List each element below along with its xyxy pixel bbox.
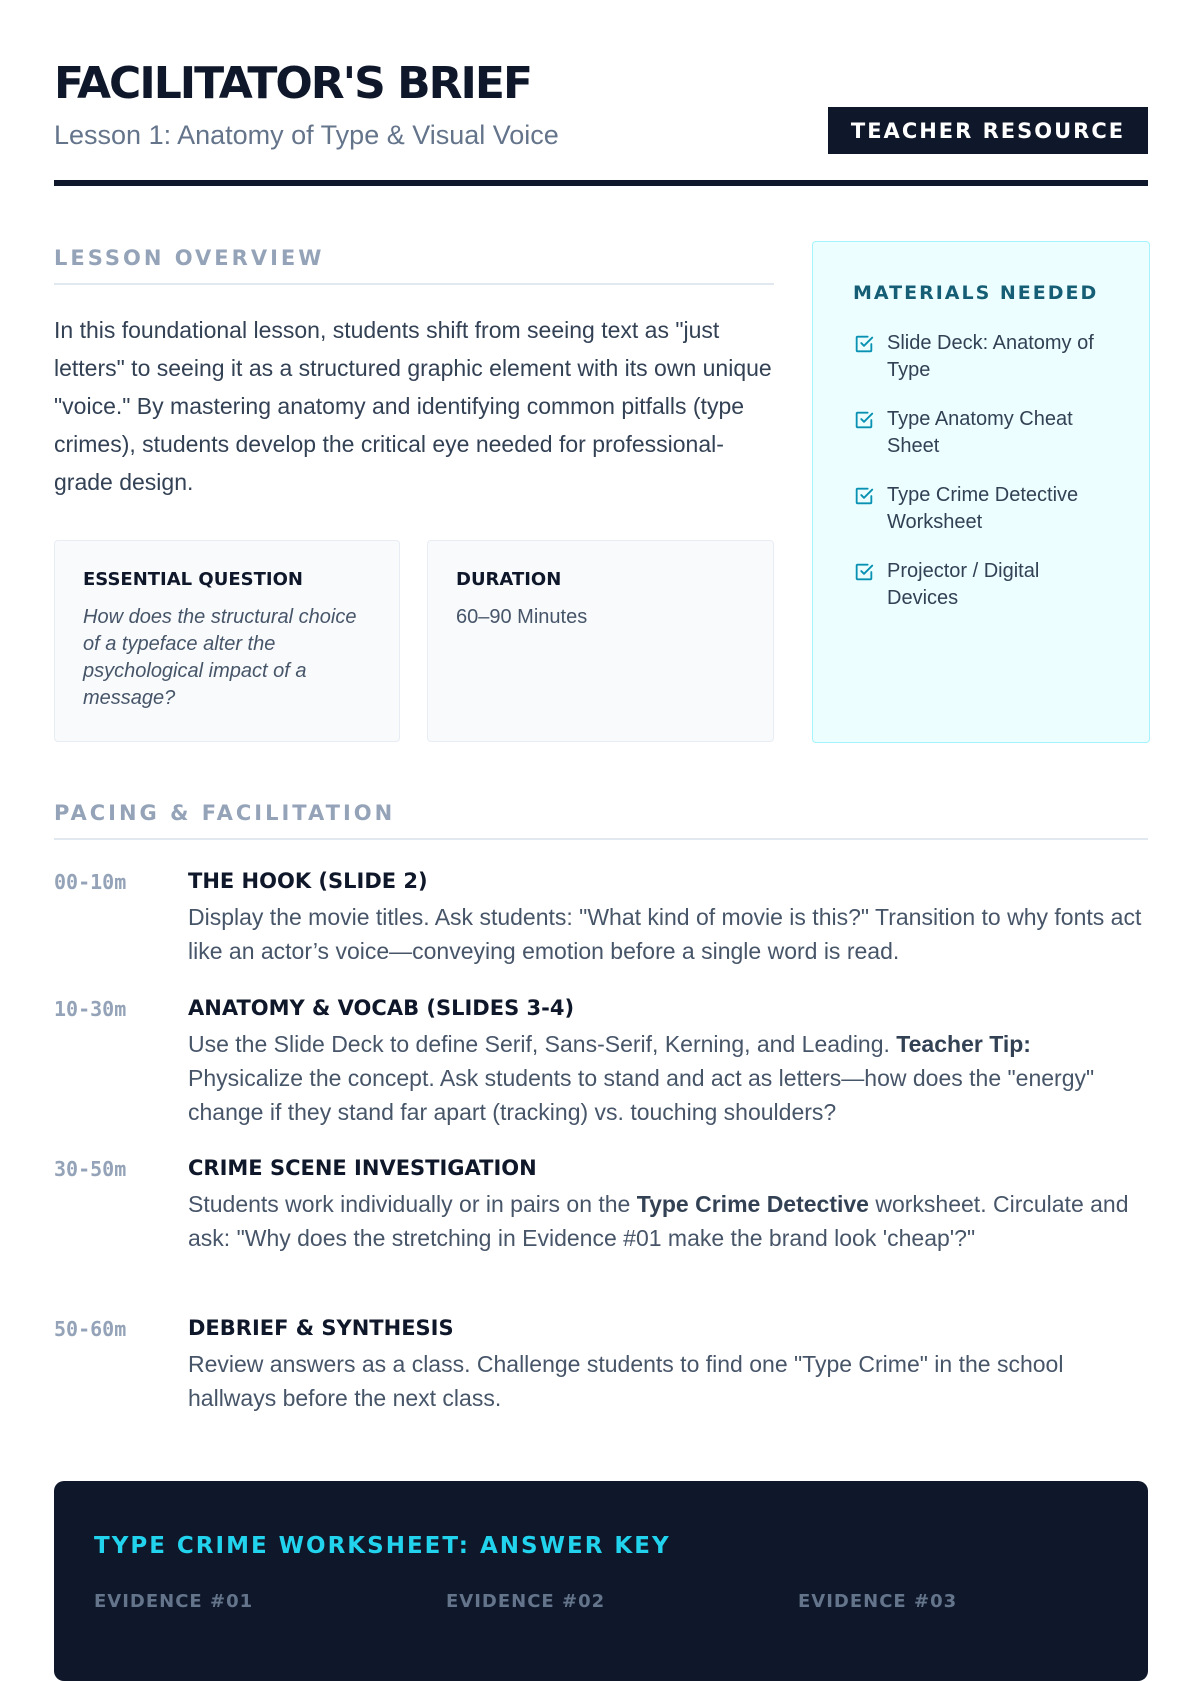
pacing-body	[188, 866, 1148, 968]
teacher-tip-label: Teacher Tip:	[896, 1031, 1031, 1057]
materials-item	[853, 330, 1109, 384]
answer-key-panel	[54, 1481, 1148, 1681]
pacing-description	[188, 1027, 1148, 1129]
lesson-overview-text: In this foundational lesson, students shift from seeing text as "just letters" to seeing it as a structured graphic element with its own unique "voice." By mastering anatomy and identifying common pitfalls (type crimes), students develop the critical eye needed for professional-grade design.	[54, 317, 772, 495]
pacing-description: Display the movie titles. Ask students: "What kind of movie is this?" Transition to why fonts act like an actor’s voice—conveying emotion before a single word is read.	[188, 904, 1142, 964]
pacing-heading-text: ANATOMY & VOCAB (SLIDES 3-4)	[188, 996, 575, 1020]
pacing-description: Review answers as a class. Challenge students to find one "Type Crime" in the school hallways before the next class.	[188, 1351, 1064, 1411]
evidence-label: EVIDENCE #01	[94, 1591, 254, 1612]
pacing-body	[188, 993, 1148, 1129]
lesson-subtitle: Lesson 1: Anatomy of Type & Visual Voice	[54, 120, 559, 150]
lesson-overview-heading: LESSON OVERVIEW	[54, 246, 325, 270]
checkbox-checked-icon	[853, 333, 875, 355]
materials-panel	[812, 241, 1150, 743]
materials-item-label: Projector / Digital Devices	[887, 560, 1040, 609]
pacing-text-after: Physicalize the concept. Ask students to stand and act as letters—how does the "energy" change if they stand far apart (tracking) vs. touching shoulders?	[188, 1065, 1095, 1125]
materials-item-label: Type Crime Detective Worksheet	[887, 484, 1079, 533]
page-title: FACILITATOR'S BRIEF	[54, 58, 532, 109]
pacing-time: 30-50m	[54, 1157, 127, 1181]
essential-question-card	[54, 540, 400, 742]
duration-label: DURATION	[456, 569, 562, 590]
duration-text: 60–90 Minutes	[456, 606, 588, 628]
materials-item-label: Type Anatomy Cheat Sheet	[887, 408, 1073, 457]
pacing-time: 00-10m	[54, 870, 127, 894]
answer-key-heading: TYPE CRIME WORKSHEET: ANSWER KEY	[94, 1533, 671, 1559]
pacing-description	[188, 1187, 1148, 1255]
materials-item	[853, 406, 1109, 460]
pacing-heading-text: THE HOOK (SLIDE 2)	[188, 869, 428, 893]
pacing-heading: PACING & FACILITATION	[54, 801, 396, 825]
evidence-label: EVIDENCE #03	[798, 1591, 958, 1612]
worksheet-name: Type Crime Detective	[636, 1191, 869, 1217]
lesson-overview-divider	[54, 283, 774, 285]
materials-item-label: Slide Deck: Anatomy of Type	[887, 332, 1094, 381]
pacing-text-after: worksheet. Circulate and ask: "Why does the stretching in Evidence #01 make the brand look 'cheap'?"	[188, 1191, 1129, 1251]
materials-item	[853, 558, 1109, 612]
pacing-divider	[54, 838, 1148, 840]
checkbox-checked-icon	[853, 409, 875, 431]
essential-question-label: ESSENTIAL QUESTION	[83, 569, 303, 590]
essential-question-text: How does the structural choice of a typeface alter the psychological impact of a message?	[83, 606, 357, 709]
checkbox-checked-icon	[853, 485, 875, 507]
pacing-body	[188, 1313, 1148, 1415]
materials-item	[853, 482, 1109, 536]
duration-card	[427, 540, 774, 742]
pacing-heading-text: CRIME SCENE INVESTIGATION	[188, 1156, 537, 1180]
materials-heading: MATERIALS NEEDED	[853, 282, 1099, 304]
pacing-text-before: Students work individually or in pairs on the	[188, 1191, 637, 1217]
pacing-body	[188, 1153, 1148, 1255]
pacing-heading-text: DEBRIEF & SYNTHESIS	[188, 1316, 454, 1340]
pacing-time: 10-30m	[54, 997, 127, 1021]
pacing-time: 50-60m	[54, 1317, 127, 1341]
pacing-text-before: Use the Slide Deck to define Serif, Sans-Serif, Kerning, and Leading.	[188, 1031, 897, 1057]
evidence-label: EVIDENCE #02	[446, 1591, 606, 1612]
teacher-resource-badge: TEACHER RESOURCE	[828, 107, 1148, 154]
page-header	[54, 0, 1148, 186]
checkbox-checked-icon	[853, 561, 875, 583]
